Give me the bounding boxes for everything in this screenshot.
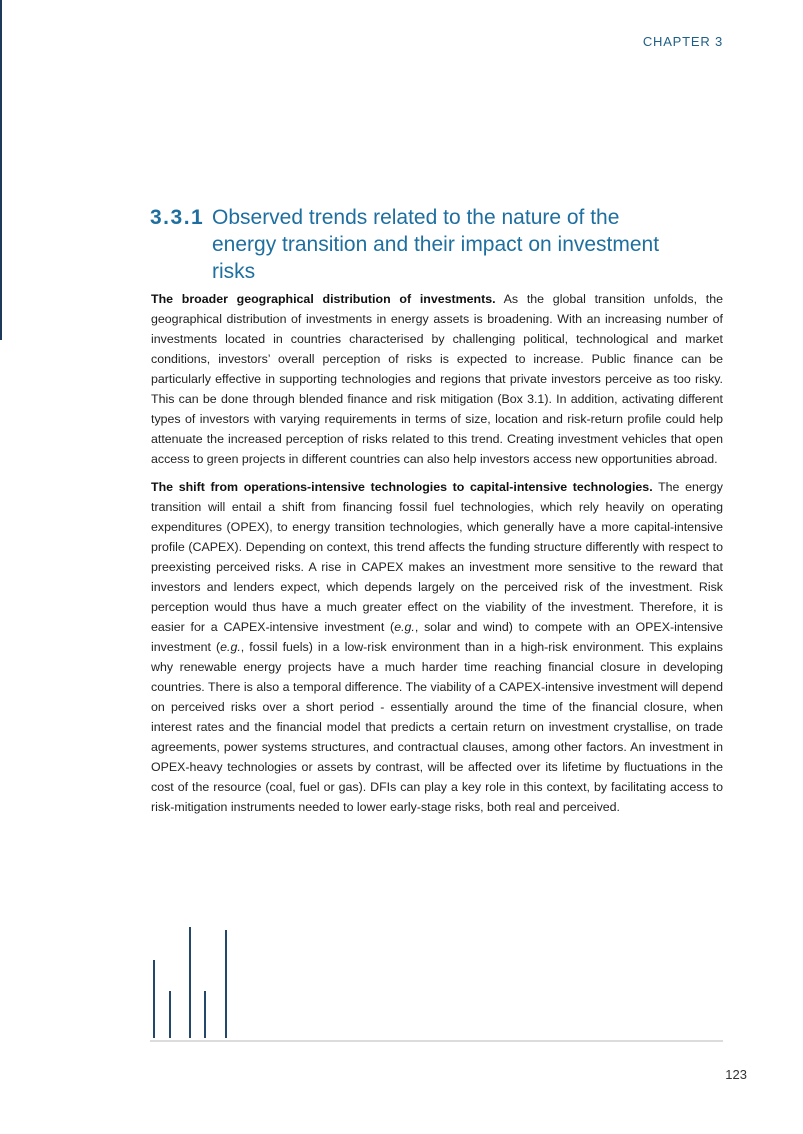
paragraph-text: , solar and wind) to compete with an OPEX-intensive investment ( bbox=[151, 620, 723, 654]
paragraph-emphasis: e.g. bbox=[394, 620, 415, 634]
paragraph-lead: The shift from operations-intensive technologies to capital-intensive technologies. bbox=[151, 480, 653, 494]
decorative-bar bbox=[204, 991, 206, 1038]
decorative-bars bbox=[150, 920, 723, 1042]
decorative-bar bbox=[189, 927, 191, 1038]
body-text bbox=[151, 289, 723, 825]
section-heading bbox=[150, 204, 710, 285]
paragraph-opex-capex-shift bbox=[151, 477, 723, 817]
decorative-bar bbox=[169, 991, 171, 1038]
decorative-bar bbox=[153, 960, 155, 1038]
chapter-label: CHAPTER 3 bbox=[642, 34, 723, 49]
paragraph-text: As the global transition unfolds, the geographical distribution of investments in energy assets is broadening. With an increasing number of investments located in countries characterised by challenging political, technological and market conditions, investors’ overall perception of risks is expected to increase. Public finance can be particularly effective in supporting technologies and regions that private investors perceive as too risky. This can be done through blended finance and risk mitigation (Box 3.1). In addition, activating different types of investors with varying requirements in terms of size, location and risk-return profile could help attenuate the increased perception of risks related to this trend. Creating investment vehicles that open access to green projects in different countries can also help investors access new opportunities abroad. bbox=[151, 292, 724, 466]
paragraph-lead: The broader geographical distribution of investments. bbox=[151, 292, 496, 306]
decorative-baseline bbox=[150, 1040, 723, 1042]
paragraph-geographical-distribution bbox=[151, 289, 723, 469]
section-number: 3.3.1 bbox=[150, 206, 205, 229]
paragraph-text: The energy transition will entail a shift from financing fossil fuel technologies, which rely heavily on operating expenditures (OPEX), to energy transition technologies, which generally have a more capital-intensive profile (CAPEX). Depending on context, this trend affects the funding structure differently with respect to preexisting perceived risks. A rise in CAPEX makes an investment more sensitive to the reward that investors and lenders expect, which depends largely on the perceived risk of the investment. Risk perception would thus have a much greater effect on the viability of the investment. Therefore, it is easier for a CAPEX-intensive investment ( bbox=[151, 480, 723, 634]
section-title: Observed trends related to the nature of the energy transition and their impact on investment risks bbox=[212, 206, 660, 283]
left-margin-rule bbox=[0, 0, 2, 340]
decorative-bar bbox=[225, 930, 227, 1038]
paragraph-emphasis: e.g. bbox=[220, 640, 241, 654]
page-number: 123 bbox=[725, 1067, 747, 1082]
paragraph-text: , fossil fuels) in a low-risk environment than in a high-risk environment. This explains why renewable energy projects have a much harder time reaching financial closure in developing countries. There is also a temporal difference. The viability of a CAPEX-intensive investment will depend on perceived risks over a short period - essentially around the time of the financial closure, when interest rates and the financial model that predicts a certain return on investment crystallise, on trade agreements, power systems structures, and contractual clauses, among other factors. An investment in OPEX-heavy technologies or assets by contrast, will be affected over its lifetime by fluctuations in the cost of the resource (coal, fuel or gas). DFIs can play a key role in this context, by facilitating access to risk-mitigation instruments needed to lower early-stage risks, both real and perceived. bbox=[151, 640, 723, 814]
